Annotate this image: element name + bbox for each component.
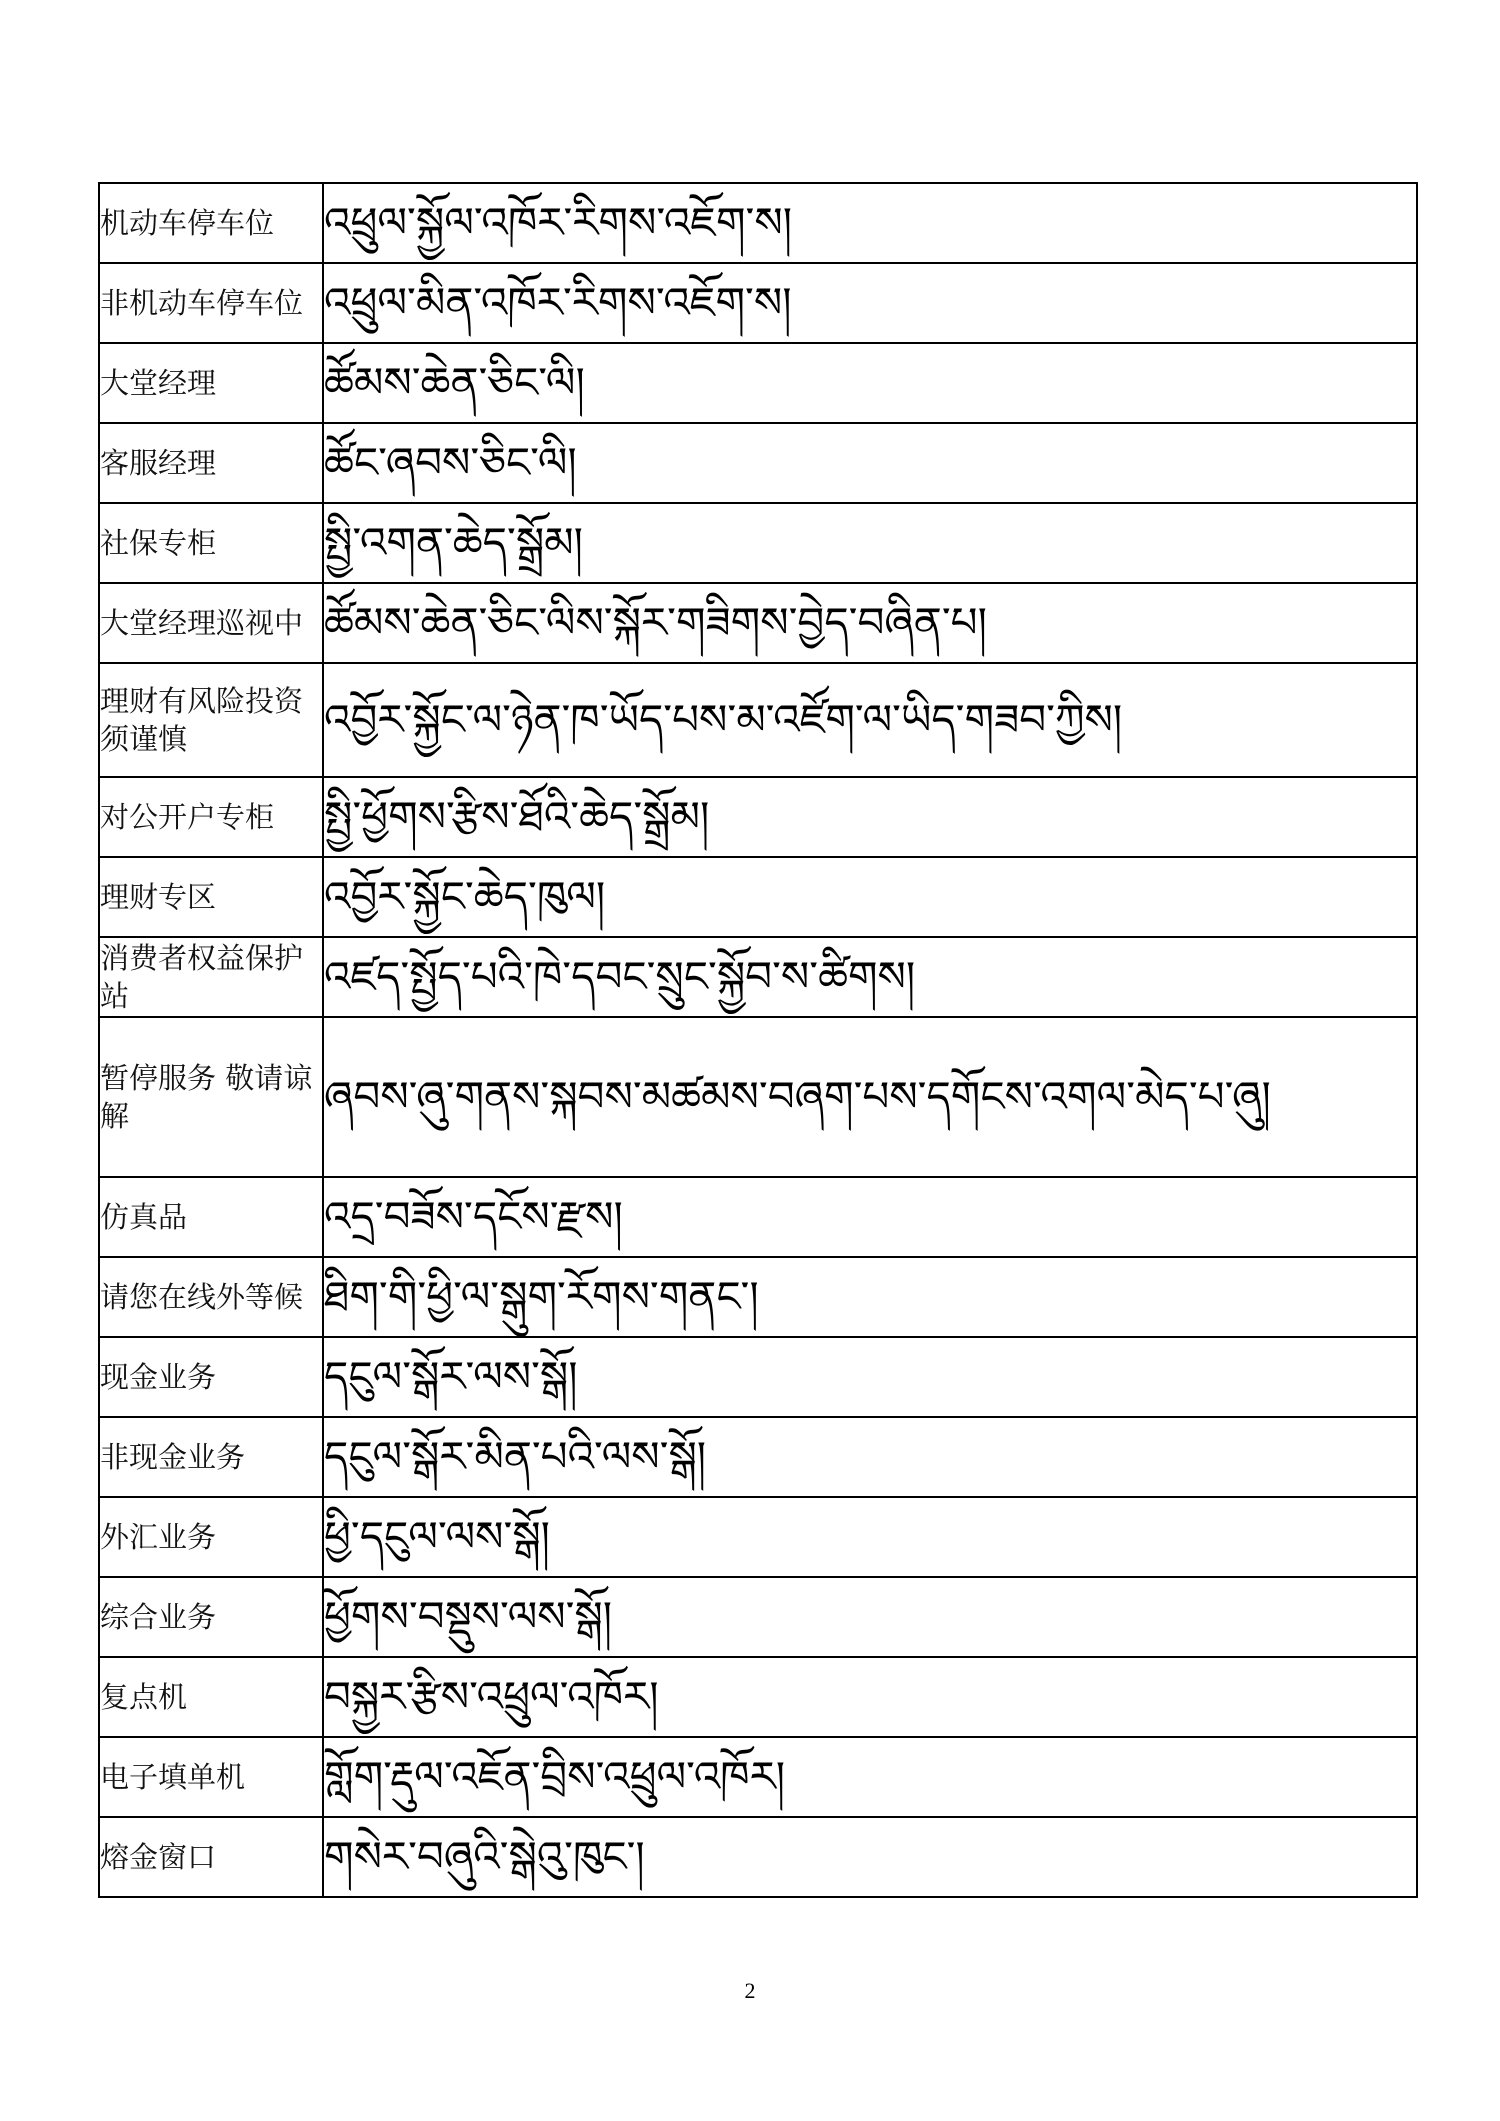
tibetan-term: ཚོམས་ཆེན་ཅིང་ལིས་སྐོར་གཟིགས་བྱེད་བཞིན་པ། <box>323 583 1417 663</box>
table-row <box>99 1497 1417 1577</box>
glossary-table <box>98 182 1418 1898</box>
chinese-term: 外汇业务 <box>99 1497 323 1577</box>
chinese-term: 复点机 <box>99 1657 323 1737</box>
table-row <box>99 777 1417 857</box>
table-row <box>99 1577 1417 1657</box>
table-row <box>99 503 1417 583</box>
tibetan-term: འཕྲུལ་མིན་འཁོར་རིགས་འཇོག་ས། <box>323 263 1417 343</box>
chinese-term: 对公开户专柜 <box>99 777 323 857</box>
table-row <box>99 937 1417 1017</box>
tibetan-term: འབྱོར་སྐྱོང་ལ་ཉེན་ཁ་ཡོད་པས་མ་འཛོག་ལ་ཡིད་གཟབ་ཀྱིས། <box>323 663 1417 777</box>
tibetan-term: འབྱོར་སྐྱོང་ཆེད་ཁུལ། <box>323 857 1417 937</box>
tibetan-term: འདྲ་བཟོས་དངོས་རྫས། <box>323 1177 1417 1257</box>
chinese-term: 暂停服务 敬请谅解 <box>99 1017 323 1177</box>
chinese-term: 仿真品 <box>99 1177 323 1257</box>
tibetan-term: ཚོང་ཞབས་ཅིང་ལི། <box>323 423 1417 503</box>
chinese-term: 非现金业务 <box>99 1417 323 1497</box>
table-row <box>99 1257 1417 1337</box>
chinese-term: 消费者权益保护站 <box>99 937 323 1017</box>
table-row <box>99 1017 1417 1177</box>
table-row <box>99 583 1417 663</box>
tibetan-term: གསེར་བཞུའི་སྒེའུ་ཁུང་། <box>323 1817 1417 1897</box>
tibetan-term: བསྐྱར་རྩིས་འཕྲུལ་འཁོར། <box>323 1657 1417 1737</box>
table-row <box>99 263 1417 343</box>
table-row <box>99 857 1417 937</box>
tibetan-term: ཐིག་གི་ཕྱི་ལ་སྒུག་རོགས་གནང་། <box>323 1257 1417 1337</box>
tibetan-term: སྤྱི་ཕྱོགས་རྩིས་ཐོའི་ཆེད་སྒྲོམ། <box>323 777 1417 857</box>
table-row <box>99 1817 1417 1897</box>
table-row <box>99 343 1417 423</box>
chinese-term: 理财有风险投资须谨慎 <box>99 663 323 777</box>
tibetan-term: ཕྱི་དངུལ་ལས་སྒོ། <box>323 1497 1417 1577</box>
tibetan-term: དངུལ་སྒོར་མིན་པའི་ལས་སྒོ། <box>323 1417 1417 1497</box>
chinese-term: 请您在线外等候 <box>99 1257 323 1337</box>
tibetan-term: སྤྱི་འགན་ཆེད་སྒྲོམ། <box>323 503 1417 583</box>
chinese-term: 综合业务 <box>99 1577 323 1657</box>
tibetan-term: འཕྲུལ་སྐྱོལ་འཁོར་རིགས་འཇོག་ས། <box>323 183 1417 263</box>
table-row <box>99 663 1417 777</box>
chinese-term: 客服经理 <box>99 423 323 503</box>
table-row <box>99 1177 1417 1257</box>
page-number: 2 <box>744 1978 756 2003</box>
table-row <box>99 1737 1417 1817</box>
table-row <box>99 1417 1417 1497</box>
tibetan-term: ཚོམས་ཆེན་ཅིང་ལི། <box>323 343 1417 423</box>
tibetan-term: དངུལ་སྒོར་ལས་སྒོ། <box>323 1337 1417 1417</box>
tibetan-term: གློག་རྡུལ་འཇོན་བྲིས་འཕྲུལ་འཁོར། <box>323 1737 1417 1817</box>
chinese-term: 机动车停车位 <box>99 183 323 263</box>
chinese-term: 非机动车停车位 <box>99 263 323 343</box>
chinese-term: 电子填单机 <box>99 1737 323 1817</box>
tibetan-term: ཕྱོགས་བསྡུས་ལས་སྒོ། <box>323 1577 1417 1657</box>
table-row <box>99 423 1417 503</box>
tibetan-term: ཞབས་ཞུ་གནས་སྐབས་མཚམས་བཞག་པས་དགོངས་འགལ་མེད་པ་ཞུ། <box>323 1017 1417 1177</box>
table-row <box>99 183 1417 263</box>
chinese-term: 熔金窗口 <box>99 1817 323 1897</box>
chinese-term: 大堂经理 <box>99 343 323 423</box>
table-row <box>99 1337 1417 1417</box>
chinese-term: 理财专区 <box>99 857 323 937</box>
table-row <box>99 1657 1417 1737</box>
tibetan-term: འཛད་སྤྱོད་པའི་ཁེ་དབང་སྲུང་སྐྱོབ་ས་ཚིགས། <box>323 937 1417 1017</box>
chinese-term: 大堂经理巡视中 <box>99 583 323 663</box>
chinese-term: 现金业务 <box>99 1337 323 1417</box>
chinese-term: 社保专柜 <box>99 503 323 583</box>
